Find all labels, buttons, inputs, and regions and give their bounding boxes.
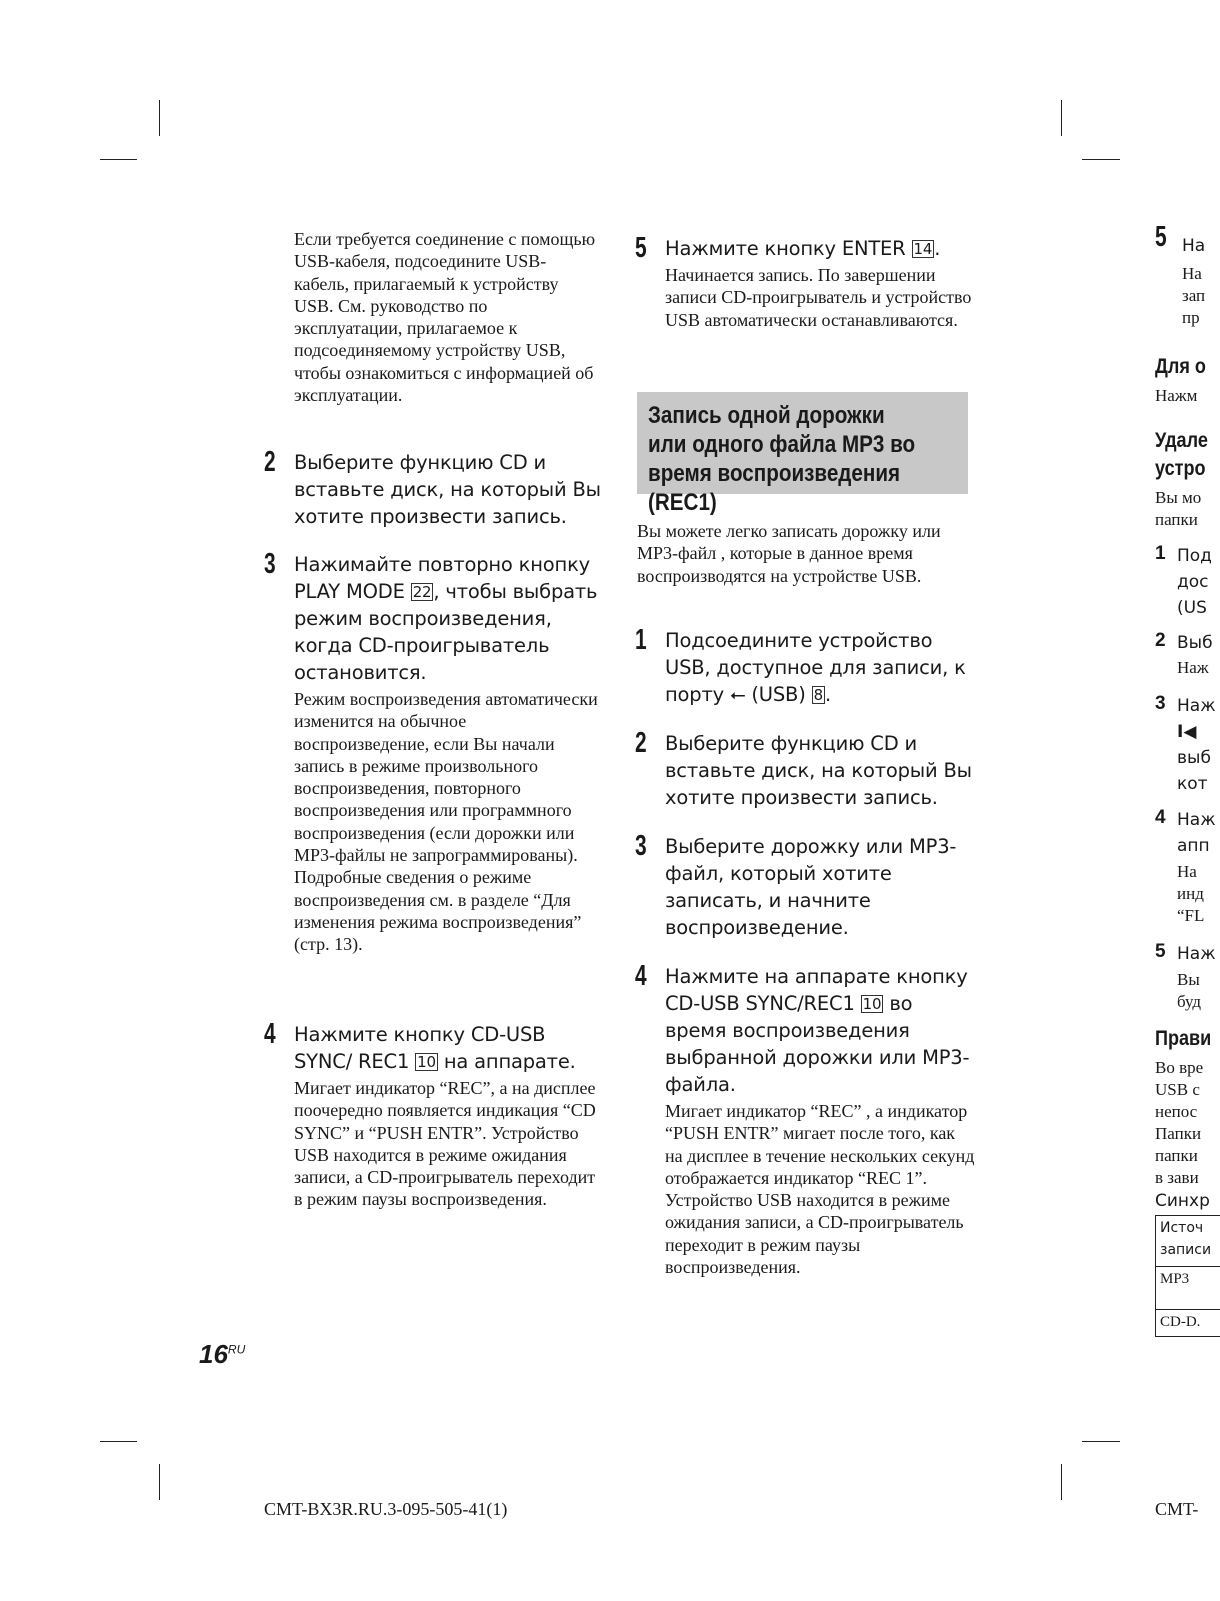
fragment-text: непос — [1155, 1102, 1198, 1121]
usb-icon: ⭠ — [729, 683, 746, 706]
crop-mark — [1082, 1441, 1120, 1442]
left-step-3 — [264, 548, 604, 956]
step-body: Режим воспроизведения автоматически изменится на обычное воспроизведение, если Вы начали запись в режиме произвольного воспроизведения, повторного воспроизведения или программного воспроизведения (если дорожки или MP3-файлы не запрограммированы). Подробные сведения о режиме воспроизведения см. в разделе “Для изменения режима воспроизведения” (стр. 13). — [294, 689, 598, 955]
fragment-heading: Удале — [1155, 429, 1208, 452]
crop-mark — [1061, 100, 1062, 136]
step-number: 2 — [264, 446, 276, 478]
fragment-text: в зави — [1155, 1168, 1199, 1187]
callout-number: 22 — [412, 583, 432, 601]
step-number: 1 — [635, 624, 647, 656]
table-header-text: записи — [1160, 1242, 1212, 1258]
step-body: Начинается запись. По завершении записи CD-проигрыватель и устройство USB автоматически останавливаются. — [665, 265, 972, 330]
crop-mark — [1082, 159, 1120, 160]
mid-step-2 — [635, 727, 977, 811]
mid-step-4 — [635, 960, 977, 1278]
heading-text: Подсоедините устройство USB, доступное для записи, к порту — [665, 629, 966, 706]
step-number: 5 — [1155, 941, 1166, 962]
fragment-text: “FL — [1177, 906, 1205, 925]
fragment-text: Во вре — [1155, 1058, 1204, 1077]
fragment-text: Наж — [1177, 944, 1216, 964]
left-step-4 — [264, 1018, 599, 1211]
table-cell: MP3 — [1160, 1271, 1190, 1287]
heading-text: Нажмите кнопку CD-USB SYNC/ REC1 — [294, 1023, 546, 1073]
step-heading — [665, 963, 977, 1098]
callout-number: 8 — [813, 686, 823, 704]
fragment-text: инд — [1177, 884, 1204, 903]
step-number: 4 — [635, 960, 647, 992]
document-code-right: CMT- — [1155, 1499, 1199, 1519]
fragment-text: Под — [1177, 546, 1212, 566]
fragment-text: Наж — [1177, 810, 1216, 830]
step-body: Мигает индикатор “REC”, а на дисплее поочередно появляется индикация “CD SYNC” и “PUSH ENTR”. Устройство USB находится в режиме ожидания записи, а CD-проигрыватель переходит в режим паузы воспроизведения. — [294, 1078, 596, 1210]
fragment-text: Наж — [1177, 658, 1209, 677]
left-step-2 — [264, 446, 604, 530]
heading-text: . — [934, 237, 941, 260]
callout-number: 10 — [417, 1053, 436, 1071]
callout-number: 10 — [862, 995, 882, 1013]
fragment-text: На — [1182, 264, 1202, 283]
step-number: 1 — [1155, 543, 1166, 564]
section-title: Запись одной дорожки или одного файла MP3 во время воспроизведения (REC1) — [648, 402, 916, 516]
fragment-text: Папки — [1155, 1124, 1202, 1143]
step-body: Мигает индикатор “REC” , а индикатор “PUSH ENTR” мигает после того, как на дисплее в течение нескольких секунд отображается индикатор “REC 1”. Устройство USB находится в режиме ожидания записи, а CD-проигрыватель переходит в режим паузы воспроизведения. — [665, 1101, 975, 1278]
fragment-text: папки — [1155, 1146, 1198, 1165]
step-number: 3 — [635, 830, 647, 862]
callout-number: 14 — [913, 240, 933, 258]
fragment-text: На — [1182, 236, 1206, 256]
crop-mark — [1061, 1464, 1062, 1500]
step-heading — [294, 1021, 599, 1075]
step-number: 2 — [635, 727, 647, 759]
step-number: 5 — [635, 232, 647, 264]
heading-text: , чтобы выбрать режим воспроизведения, когда CD-проигрыватель остановится. — [294, 580, 598, 684]
heading-text: (USB) — [745, 683, 812, 706]
page-number — [199, 1339, 245, 1370]
table-header-text: Источ — [1160, 1220, 1204, 1236]
crop-mark — [159, 1464, 160, 1500]
fragment-text: Синхр — [1155, 1191, 1210, 1211]
step-number: 4 — [1155, 807, 1166, 828]
table-header — [1156, 1216, 1220, 1267]
crop-mark — [100, 159, 137, 160]
fragment-heading: Для о — [1155, 355, 1206, 378]
table-fragment — [1155, 1215, 1220, 1337]
step-number: 3 — [1155, 693, 1166, 714]
fragment-text: папки — [1155, 510, 1198, 529]
step-number: 2 — [1155, 630, 1166, 651]
fragment-text: зап — [1182, 286, 1206, 305]
fragment-text: выб — [1177, 748, 1211, 768]
step-number: 3 — [264, 548, 276, 580]
step-number: 5 — [1155, 225, 1167, 253]
right-column-clipped — [1155, 225, 1220, 1545]
page-language-suffix: RU — [227, 1342, 246, 1357]
crop-mark — [100, 1441, 137, 1442]
heading-text: . — [824, 683, 831, 706]
heading-text: на аппарате. — [437, 1050, 576, 1073]
step-heading — [665, 627, 977, 708]
fragment-text: На — [1177, 862, 1197, 881]
heading-text: Нажимайте повторно кнопку PLAY MODE — [294, 553, 590, 603]
document-code: CMT-BX3R.RU.3-095-505-41(1) — [264, 1499, 508, 1519]
previous-icon: I◀ — [1177, 722, 1197, 742]
mid-step-1 — [635, 624, 977, 708]
step-heading: Выберите функцию CD и вставьте диск, на который Вы хотите произвести запись. — [294, 451, 601, 528]
fragment-text: USB с — [1155, 1080, 1200, 1099]
fragment-heading: Прави — [1155, 1027, 1212, 1050]
step-heading: Выберите функцию CD и вставьте диск, на который Вы хотите произвести запись. — [665, 732, 972, 809]
fragment-text: Вы мо — [1155, 488, 1202, 507]
fragment-text: кот — [1177, 774, 1208, 794]
fragment-text: (US — [1177, 598, 1207, 618]
fragment-text: Наж — [1177, 696, 1216, 716]
heading-text: во время воспроизведения выбранной дорожки или MP3-файла. — [665, 992, 970, 1096]
step-heading: Выберите дорожку или MP3-файл, который хотите записать, и начните воспроизведение. — [665, 835, 957, 939]
step-heading — [294, 551, 604, 686]
table-cell: CD-D. — [1160, 1314, 1201, 1330]
fragment-text: буд — [1177, 992, 1202, 1011]
section-header-box — [637, 392, 968, 516]
section-intro: Вы можете легко записать дорожку или MP3-файл , которые в данное время воспроизводятся на устройстве USB. — [637, 521, 941, 586]
step-heading — [665, 235, 975, 262]
fragment-text: дос — [1177, 572, 1209, 592]
heading-text: Нажмите кнопку ENTER — [665, 237, 912, 260]
crop-mark — [159, 100, 160, 136]
fragment-text: Нажм — [1155, 386, 1198, 405]
mid-step-3 — [635, 830, 977, 941]
fragment-text: Выб — [1177, 633, 1213, 653]
fragment-text: Вы — [1177, 970, 1200, 989]
fragment-heading: устро — [1155, 457, 1206, 480]
table-row — [1156, 1267, 1220, 1310]
page-number-value: 16 — [199, 1339, 228, 1369]
fragment-text: апп — [1177, 836, 1210, 856]
fragment-text: пр — [1182, 308, 1200, 327]
left-intro-text: Если требуется соединение с помощью USB-кабеля, подсоедините USB-кабель, прилагаемый к устройству USB. См. руководство по эксплуатации, прилагаемое к подсоединяемому устройству USB, чтобы ознакомиться с информацией об эксплуатации. — [294, 229, 596, 406]
mid-step-5 — [635, 232, 975, 331]
step-number: 4 — [264, 1018, 276, 1050]
heading-text: Нажмите на аппарате кнопку CD-USB SYNC/REC1 — [665, 965, 968, 1015]
